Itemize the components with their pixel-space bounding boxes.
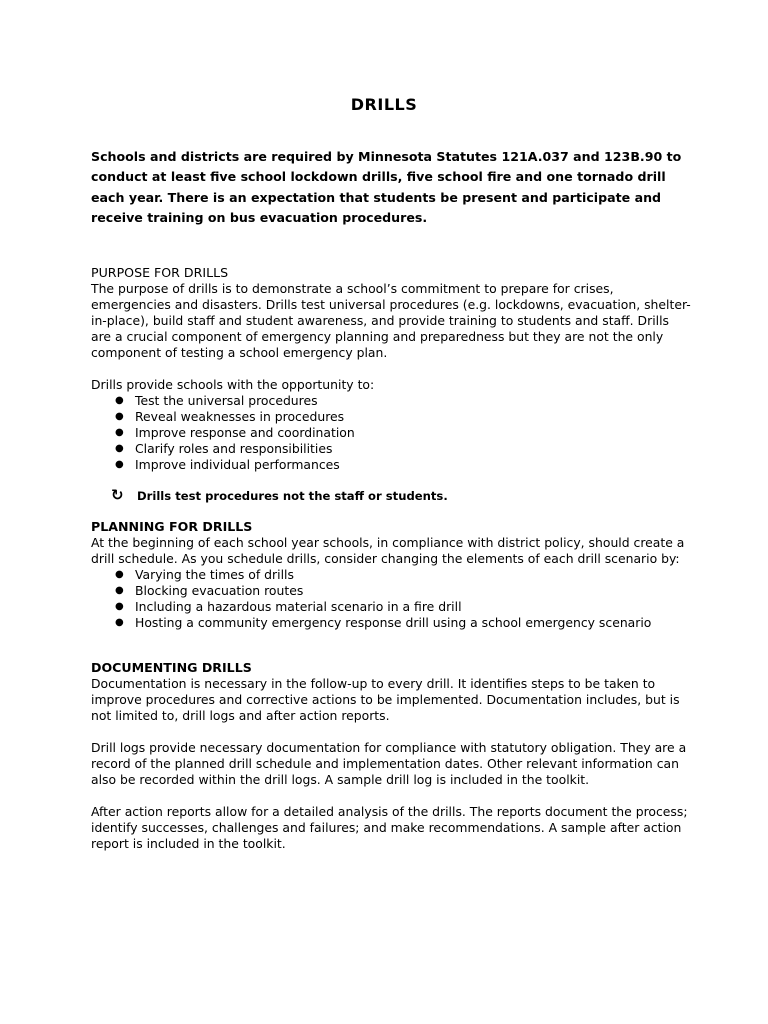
list-item: ● Blocking evacuation routes	[91, 583, 691, 599]
documenting-paragraph-2: Drill logs provide necessary documentation for compliance with statutory obligation. They are a record of the planned drill schedule and implementation dates. Other relevant information can also be recorded within the drill logs. A sample drill log is included in the toolkit.	[91, 740, 687, 787]
purpose-bullet-list	[91, 393, 691, 473]
planning-heading: PLANNING FOR DRILLS	[91, 519, 253, 534]
list-item: ● Improve response and coordination	[91, 425, 691, 441]
page-title: DRILLS	[350, 95, 418, 114]
drill-note	[111, 486, 448, 504]
documenting-section	[91, 660, 691, 852]
planning-bullet-list	[91, 567, 691, 631]
purpose-section	[91, 265, 691, 473]
list-item: ● Reveal weaknesses in procedures	[91, 409, 691, 425]
documenting-heading: DOCUMENTING DRILLS	[91, 660, 252, 675]
list-item: ● Test the universal procedures	[91, 393, 691, 409]
purpose-paragraph-2: Drills provide schools with the opportunity to:	[91, 377, 375, 392]
purpose-paragraph-1: The purpose of drills is to demonstrate a school’s commitment to prepare for crises, emergencies and disasters. Drills test universal procedures (e.g. lockdowns, evacuation, shelter-in-place), build staff and student awareness, and provide training to students and staff. Drills are a crucial component of emergency planning and preparedness but they are not the only component of testing a school emergency plan.	[91, 281, 691, 360]
planning-section	[91, 519, 691, 631]
planning-paragraph: At the beginning of each school year schools, in compliance with district policy, should create a drill schedule. As you schedule drills, consider changing the elements of each drill scenario by:	[91, 535, 685, 566]
list-item: ● Clarify roles and responsibilities	[91, 441, 691, 457]
documenting-paragraph-3: After action reports allow for a detailed analysis of the drills. The reports document the process; identify successes, challenges and failures; and make recommendations. A sample after action report is included in the toolkit.	[91, 804, 688, 851]
list-item: ● Improve individual performances	[91, 457, 691, 473]
documenting-paragraph-1: Documentation is necessary in the follow-up to every drill. It identifies steps to be taken to improve procedures and corrective actions to be implemented. Documentation includes, but is not limited to, drill logs and after action reports.	[91, 676, 680, 723]
drill-note-text: Drills test procedures not the staff or students.	[137, 489, 448, 503]
list-item: ● Varying the times of drills	[91, 567, 691, 583]
intro-paragraph: Schools and districts are required by Minnesota Statutes 121A.037 and 123B.90 to conduct at least five school lockdown drills, five school fire and one tornado drill each year. There is an expectation that students be present and participate and receive training on bus evacuation procedures.	[91, 149, 682, 225]
purpose-heading: PURPOSE FOR DRILLS	[91, 265, 229, 280]
arrow-icon: ↻	[111, 486, 124, 504]
list-item: ● Hosting a community emergency response drill using a school emergency scenario	[91, 615, 691, 631]
list-item: ● Including a hazardous material scenario in a fire drill	[91, 599, 691, 615]
